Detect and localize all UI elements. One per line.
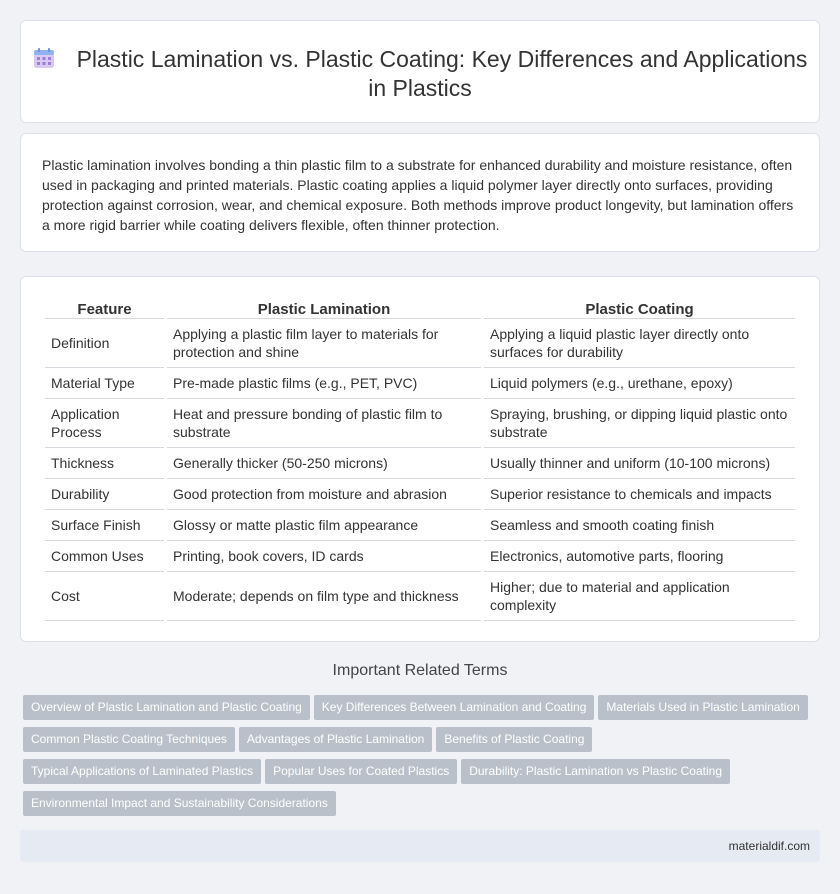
intro-card: [20, 133, 820, 252]
cell-lamination: Good protection from moisture and abrasion: [167, 479, 481, 510]
table-row: [45, 399, 795, 448]
cell-coating: Electronics, automotive parts, flooring: [484, 541, 795, 572]
table-row: [45, 541, 795, 572]
table-row: [45, 448, 795, 479]
title-card: [20, 20, 820, 123]
cell-feature: Material Type: [45, 368, 164, 399]
comparison-table: [42, 297, 798, 621]
cell-coating: Applying a liquid plastic layer directly onto surfaces for durability: [484, 319, 795, 368]
cell-lamination: Printing, book covers, ID cards: [167, 541, 481, 572]
related-terms-heading: Important Related Terms: [332, 662, 508, 679]
cell-feature: Common Uses: [45, 541, 164, 572]
cell-lamination: Generally thicker (50-250 microns): [167, 448, 481, 479]
cell-feature: Durability: [45, 479, 164, 510]
calendar-icon: [33, 47, 55, 69]
page-title: Plastic Lamination vs. Plastic Coating: Key Differences and Applications in Plastics: [76, 46, 808, 101]
related-term-tag[interactable]: Typical Applications of Laminated Plastics: [23, 759, 261, 784]
cell-lamination: Applying a plastic film layer to materials for protection and shine: [167, 319, 481, 368]
cell-coating: Seamless and smooth coating finish: [484, 510, 795, 541]
related-term-tag[interactable]: Overview of Plastic Lamination and Plastic Coating: [23, 695, 310, 720]
cell-lamination: Moderate; depends on film type and thickness: [167, 572, 481, 621]
table-header-row: [45, 297, 795, 319]
table-row: [45, 368, 795, 399]
cell-lamination: Glossy or matte plastic film appearance: [167, 510, 481, 541]
comparison-table-card: [20, 276, 820, 642]
table-row: [45, 572, 795, 621]
tag-row: [23, 727, 823, 759]
cell-feature: Thickness: [45, 448, 164, 479]
tag-row: [23, 791, 823, 823]
table-row: [45, 319, 795, 368]
table-row: [45, 510, 795, 541]
table-row: [45, 479, 795, 510]
related-term-tag[interactable]: Benefits of Plastic Coating: [436, 727, 592, 752]
related-term-tag[interactable]: Durability: Plastic Lamination vs Plastic Coating: [461, 759, 730, 784]
related-term-tag[interactable]: Materials Used in Plastic Lamination: [598, 695, 807, 720]
footer: [20, 830, 820, 862]
tag-row: [23, 695, 823, 727]
cell-feature: Surface Finish: [45, 510, 164, 541]
header-feature: Feature: [45, 297, 164, 319]
header-lamination: Plastic Lamination: [167, 297, 481, 319]
header-coating: Plastic Coating: [484, 297, 795, 319]
related-term-tag[interactable]: Advantages of Plastic Lamination: [239, 727, 432, 752]
cell-coating: Liquid polymers (e.g., urethane, epoxy): [484, 368, 795, 399]
title-wrap: [21, 45, 819, 103]
cell-coating: Superior resistance to chemicals and impacts: [484, 479, 795, 510]
intro-paragraph: Plastic lamination involves bonding a thin plastic film to a substrate for enhanced durability and moisture resistance, often used in packaging and printed materials. Plastic coating applies a liquid polymer layer directly onto surfaces, providing protection against corrosion, wear, and chemical exposure. Both methods improve product longevity, but lamination offers a more rigid barrier while coating delivers flexible, often thinner protection.: [42, 157, 794, 233]
cell-coating: Higher; due to material and application complexity: [484, 572, 795, 621]
cell-lamination: Heat and pressure bonding of plastic film to substrate: [167, 399, 481, 448]
cell-lamination: Pre-made plastic films (e.g., PET, PVC): [167, 368, 481, 399]
related-term-tag[interactable]: Environmental Impact and Sustainability Considerations: [23, 791, 336, 816]
cell-feature: Definition: [45, 319, 164, 368]
cell-coating: Spraying, brushing, or dipping liquid plastic onto substrate: [484, 399, 795, 448]
related-term-tag[interactable]: Common Plastic Coating Techniques: [23, 727, 235, 752]
tag-row: [23, 759, 823, 791]
footer-site-link[interactable]: materialdif.com: [728, 839, 810, 853]
cell-feature: Application Process: [45, 399, 164, 448]
cell-feature: Cost: [45, 572, 164, 621]
cell-coating: Usually thinner and uniform (10-100 microns): [484, 448, 795, 479]
related-term-tag[interactable]: Key Differences Between Lamination and Coating: [314, 695, 595, 720]
related-term-tag[interactable]: Popular Uses for Coated Plastics: [265, 759, 457, 784]
related-terms-list: [23, 695, 823, 823]
